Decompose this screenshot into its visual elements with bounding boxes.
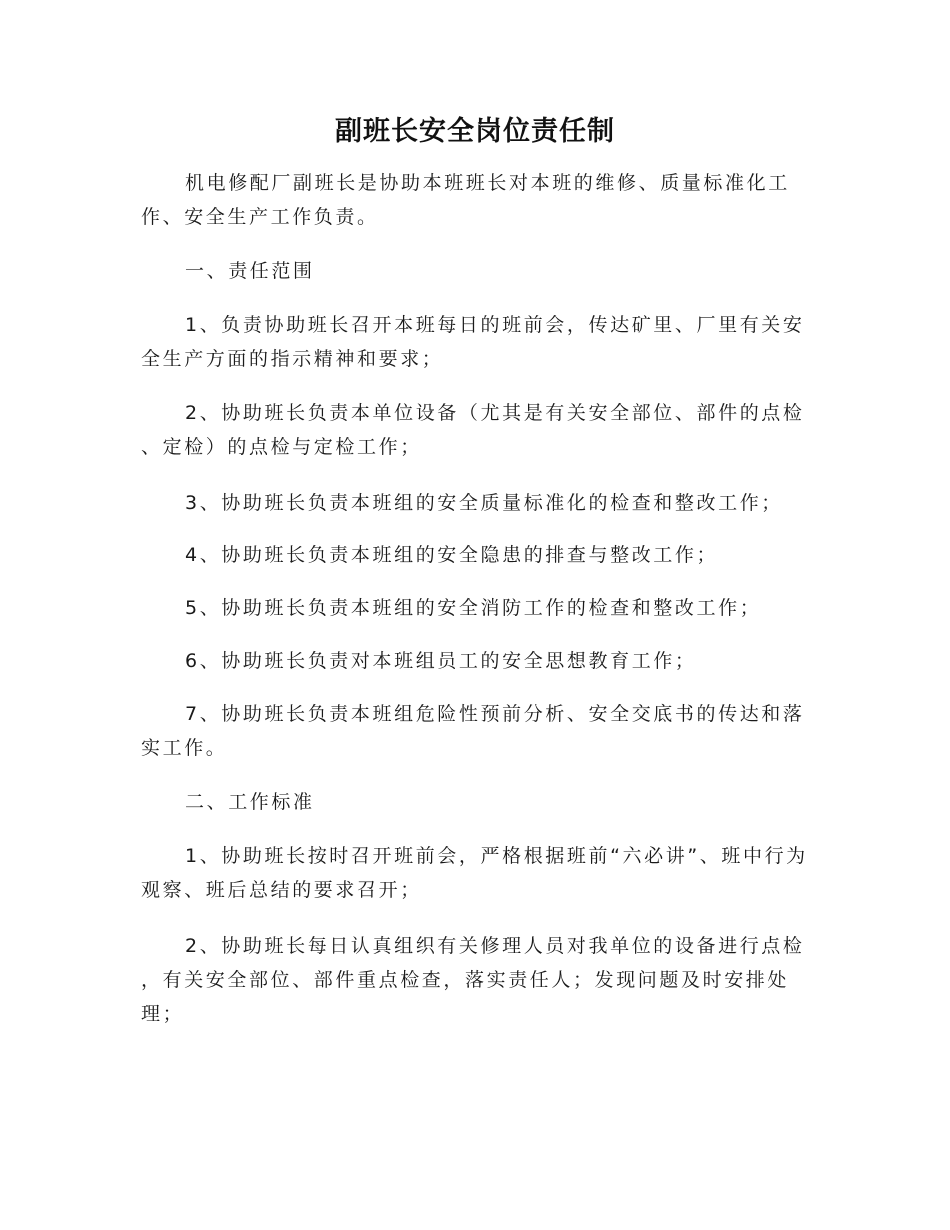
document-title: 副班长安全岗位责任制	[335, 116, 615, 147]
responsibility-item-4: 4、协助班长负责本班组的安全隐患的排查与整改工作；	[185, 544, 719, 566]
standards-item-1: 1、协助班长按时召开班前会，严格根据班前“六必讲”、班中行为观察、班后总结的要求召开；	[141, 845, 808, 901]
section-heading-standards: 二、工作标准	[185, 791, 315, 813]
responsibility-item-2: 2、协助班长负责本单位设备（尤其是有关安全部位、部件的点检、定检）的点检与定检工作；	[141, 402, 805, 458]
section-heading-responsibility: 一、责任范围	[185, 260, 315, 282]
responsibility-item-7: 7、协助班长负责本班组危险性预前分析、安全交底书的传达和落实工作。	[141, 703, 805, 759]
responsibility-item-1: 1、负责协助班长召开本班每日的班前会，传达矿里、厂里有关安全生产方面的指示精神和要求；	[141, 314, 805, 370]
standards-item-2: 2、协助班长每日认真组织有关修理人员对我单位的设备进行点检，有关安全部位、部件重点检查，落实责任人；发现问题及时安排处理；	[141, 935, 805, 1025]
intro-paragraph: 机电修配厂副班长是协助本班班长对本班的维修、质量标准化工作、安全生产工作负责。	[141, 172, 790, 228]
responsibility-item-5: 5、协助班长负责本班组的安全消防工作的检查和整改工作；	[185, 597, 762, 619]
responsibility-item-6: 6、协助班长负责对本班组员工的安全思想教育工作；	[185, 650, 697, 672]
responsibility-item-3: 3、协助班长负责本班组的安全质量标准化的检查和整改工作；	[185, 492, 783, 514]
